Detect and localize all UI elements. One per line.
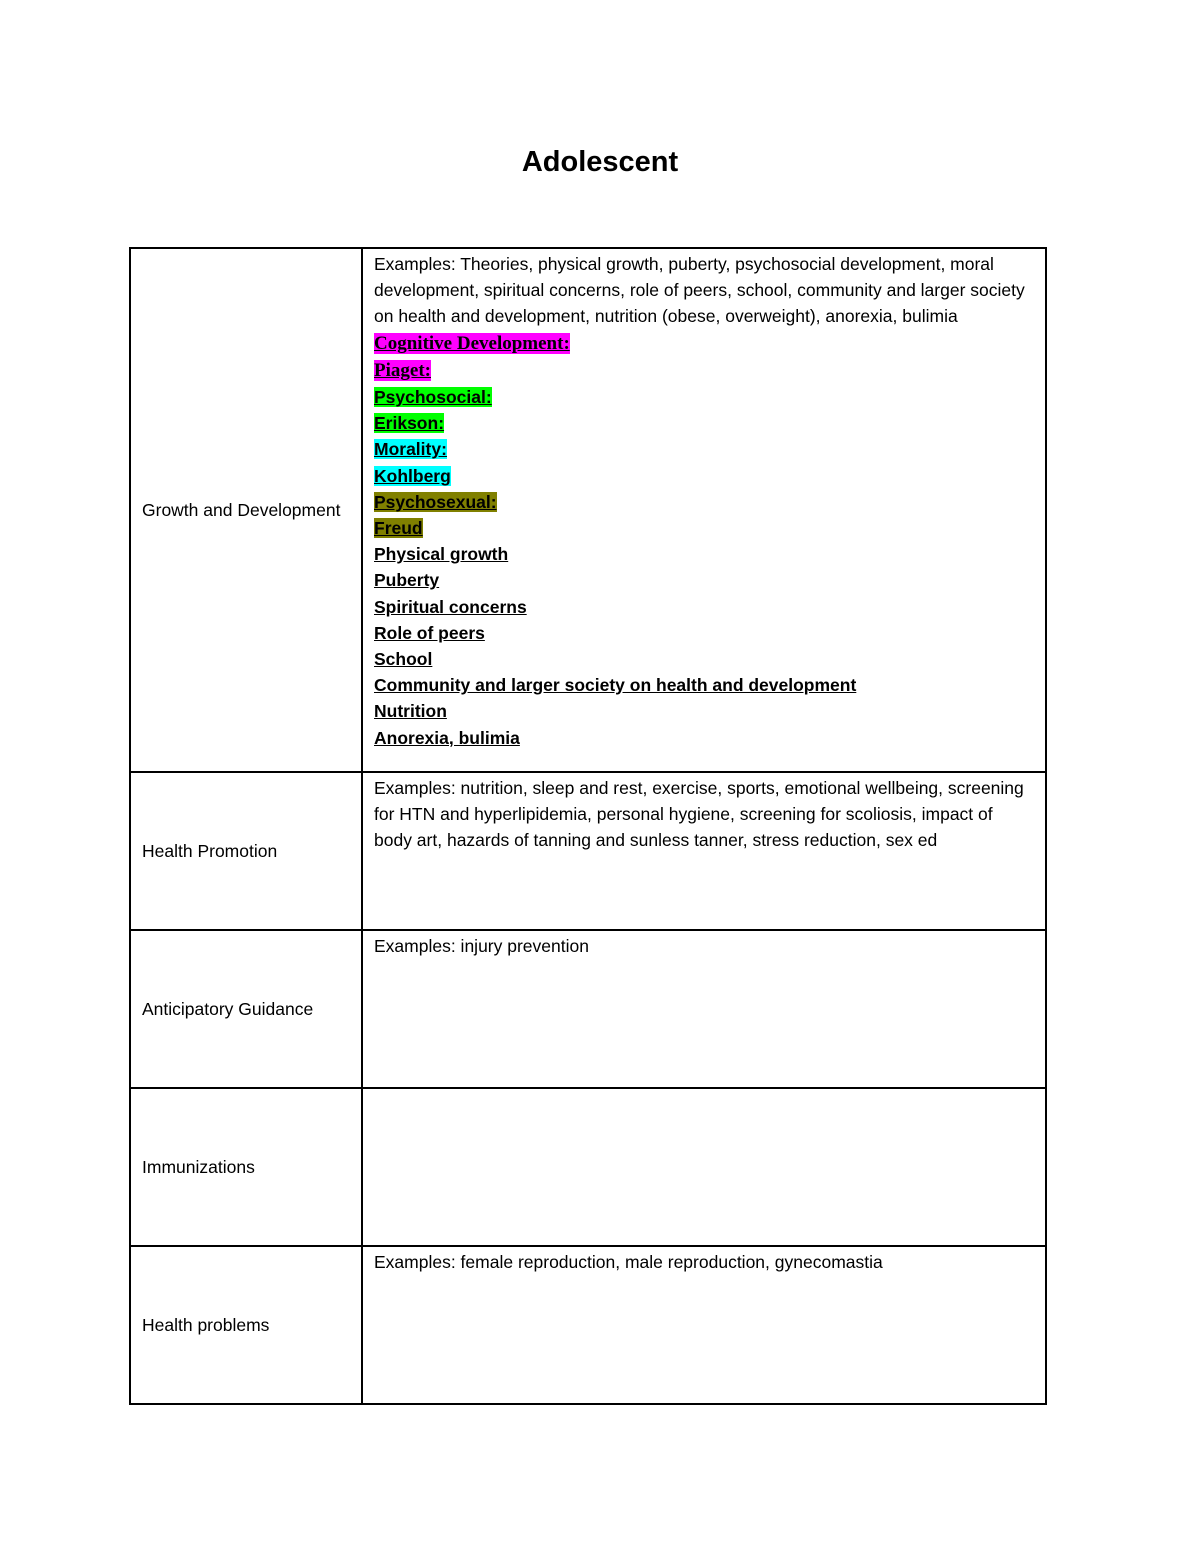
examples-text: Examples: nutrition, sleep and rest, exercise, sports, emotional wellbeing, screening for HTN and hyperlipidemia, personal hygiene, screening for scoliosis, impact of body art, hazards of tanning and sunless tanner, stress reduction, sex ed — [374, 778, 1024, 851]
topic-item: Piaget: — [374, 359, 431, 381]
topic-item: Morality: — [374, 439, 447, 460]
topic-item: Puberty — [374, 570, 440, 591]
row-label-immunizations: Immunizations — [130, 1088, 362, 1246]
table-row — [130, 772, 1046, 930]
topic-item: Anorexia, bulimia — [374, 727, 520, 748]
topic-item: Psychosexual: — [374, 491, 497, 512]
row-content-growth-development — [362, 248, 1046, 772]
row-content-health-problems — [362, 1246, 1046, 1404]
page-title: Adolescent — [521, 146, 679, 178]
row-label-anticipatory-guidance: Anticipatory Guidance — [130, 930, 362, 1088]
examples-text: Examples: Theories, physical growth, puberty, psychosocial development, moral development, spiritual concerns, role of peers, school, community and larger society on health and development, nutrition (obese, overweight), anorexia, bulimia — [374, 254, 1025, 327]
topic-item: Nutrition — [374, 701, 447, 722]
examples-text: Examples: female reproduction, male reproduction, gynecomastia — [374, 1252, 883, 1272]
row-content-immunizations — [362, 1088, 1046, 1246]
row-label-growth-development: Growth and Development — [130, 248, 362, 772]
topic-item: School — [374, 649, 433, 670]
table-row — [130, 248, 1046, 772]
row-label-health-problems: Health problems — [130, 1246, 362, 1404]
topic-item: Psychosocial: — [374, 387, 492, 408]
topic-item: Cognitive Development: — [374, 332, 570, 354]
examples-text: Examples: injury prevention — [374, 936, 589, 956]
topic-item: Physical growth — [374, 544, 509, 565]
topic-item: Spiritual concerns — [374, 596, 527, 617]
row-content-health-promotion — [362, 772, 1046, 930]
row-content-anticipatory-guidance — [362, 930, 1046, 1088]
table-row — [130, 1088, 1046, 1246]
table-row — [130, 1246, 1046, 1404]
topic-item: Erikson: — [374, 413, 445, 434]
topic-item: Kohlberg — [374, 465, 451, 486]
row-label-health-promotion: Health Promotion — [130, 772, 362, 930]
topic-item: Role of peers — [374, 622, 485, 643]
care-plan-table — [129, 247, 1047, 1405]
topic-item: Community and larger society on health and development — [374, 675, 857, 696]
topic-item: Freud — [374, 518, 423, 539]
table-row — [130, 930, 1046, 1088]
